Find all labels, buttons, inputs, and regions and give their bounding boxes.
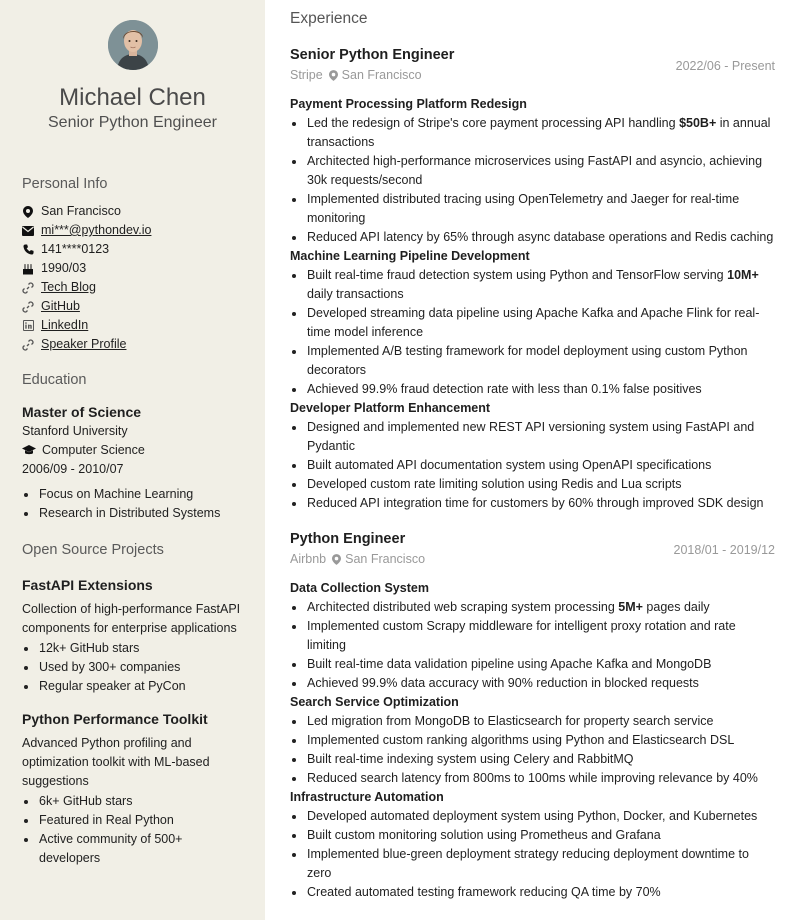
achievement-bullet: Created automated testing framework reducing QA time by 70% <box>290 883 775 902</box>
project-bullet: Active community of 500+ developers <box>22 830 243 868</box>
job-meta-row <box>290 58 775 85</box>
location-pin-icon <box>329 69 339 81</box>
job-company: Airbnb <box>290 552 327 566</box>
job-project-bullets <box>290 418 775 513</box>
speaker-profile-link[interactable]: Speaker Profile <box>41 337 127 351</box>
info-tech-blog <box>22 278 243 297</box>
linkedin-link[interactable]: LinkedIn <box>41 318 89 332</box>
job-dates: 2022/06 - Present <box>675 58 775 73</box>
graduation-cap-icon <box>22 445 36 457</box>
education-major: Computer Science <box>42 443 145 457</box>
job-meta <box>290 65 422 85</box>
job-project-bullets <box>290 598 775 693</box>
open-source-project-title: Python Performance Toolkit <box>22 711 208 727</box>
info-birthday-text: 1990/03 <box>41 261 87 275</box>
job-title: Senior Python Engineer <box>290 47 455 63</box>
profile-title: Senior Python Engineer <box>48 114 217 131</box>
job-project-title: Data Collection System <box>290 581 429 595</box>
education-dates: 2006/09 - 2010/07 <box>22 462 124 476</box>
achievement-bullet: Reduced search latency from 800ms to 100ms while improving relevance by 40% <box>290 769 775 788</box>
personal-info-list <box>22 202 243 354</box>
job-title: Python Engineer <box>290 531 406 547</box>
project-bullet: 6k+ GitHub stars <box>22 792 243 811</box>
open-source-project-bullets <box>22 639 243 696</box>
location-pin-icon <box>22 206 34 218</box>
birthday-cake-icon <box>22 263 34 275</box>
project-bullet: Used by 300+ companies <box>22 658 243 677</box>
achievement-bullet: Reduced API latency by 65% through async database operations and Redis caching <box>290 228 775 247</box>
project-bullet: Regular speaker at PyCon <box>22 677 243 696</box>
achievement-bullet: Built real-time fraud detection system using Python and TensorFlow serving 10M+ daily transactions <box>290 266 775 304</box>
achievement-bullet: Achieved 99.9% fraud detection rate with less than 0.1% false positives <box>290 380 775 399</box>
project-bullet: 12k+ GitHub stars <box>22 639 243 658</box>
phone-icon <box>22 244 34 256</box>
info-birthday <box>22 259 243 278</box>
achievement-bullet: Led migration from MongoDB to Elasticsearch for property search service <box>290 712 775 731</box>
achievement-bullet: Designed and implemented new REST API versioning system using FastAPI and Pydantic <box>290 418 775 456</box>
main-content <box>265 0 800 920</box>
info-location <box>22 202 243 221</box>
job-project-title: Infrastructure Automation <box>290 790 444 804</box>
achievement-bullet: Built automated API documentation system using OpenAPI specifications <box>290 456 775 475</box>
info-github <box>22 297 243 316</box>
info-speaker-profile <box>22 335 243 354</box>
sidebar <box>0 0 265 920</box>
avatar-portrait-icon <box>108 20 158 70</box>
personal-info-heading: Personal Info <box>22 176 108 192</box>
job-project-bullets <box>290 807 775 902</box>
job-meta <box>290 549 425 569</box>
info-phone-text: 141****0123 <box>41 242 110 256</box>
education-highlight: Focus on Machine Learning <box>22 485 243 504</box>
achievement-bullet: Achieved 99.9% data accuracy with 90% reduction in blocked requests <box>290 674 775 693</box>
achievement-bullet: Built real-time data validation pipeline using Apache Kafka and MongoDB <box>290 655 775 674</box>
info-linkedin <box>22 316 243 335</box>
education-degree: Master of Science <box>22 404 142 420</box>
achievement-bullet: Built real-time indexing system using Celery and RabbitMQ <box>290 750 775 769</box>
job-project-title: Developer Platform Enhancement <box>290 401 491 415</box>
open-source-heading: Open Source Projects <box>22 542 164 558</box>
email-icon <box>22 225 34 237</box>
tech-blog-link[interactable]: Tech Blog <box>41 280 96 294</box>
job-project-title: Payment Processing Platform Redesign <box>290 97 527 111</box>
achievement-bullet: Reduced API integration time for customers by 60% through improved SDK design <box>290 494 775 513</box>
info-phone <box>22 240 243 259</box>
github-link[interactable]: GitHub <box>41 299 80 313</box>
avatar <box>108 20 158 70</box>
achievement-bullet: Implemented blue-green deployment strategy reducing deployment downtime to zero <box>290 845 775 883</box>
email-link[interactable]: mi***@pythondev.io <box>41 223 152 237</box>
achievement-bullet: Architected high-performance microservices using FastAPI and asyncio, achieving 30k requests/second <box>290 152 775 190</box>
location-pin-icon <box>332 553 342 565</box>
open-source-project-title: FastAPI Extensions <box>22 577 153 593</box>
achievement-bullet: Implemented A/B testing framework for model deployment using custom Python decorators <box>290 342 775 380</box>
job-entry <box>290 45 775 513</box>
achievement-bullet: Built custom monitoring solution using Prometheus and Grafana <box>290 826 775 845</box>
achievement-bullet: Developed automated deployment system using Python, Docker, and Kubernetes <box>290 807 775 826</box>
job-company: Stripe <box>290 68 323 82</box>
job-location: San Francisco <box>341 68 422 82</box>
experience-heading: Experience <box>290 10 368 27</box>
link-icon <box>22 339 34 351</box>
job-meta-row <box>290 542 775 569</box>
achievement-bullet: Implemented custom Scrapy middleware for intelligent proxy rotation and rate limiting <box>290 617 775 655</box>
achievement-bullet: Architected distributed web scraping system processing 5M+ pages daily <box>290 598 775 617</box>
education-major-row <box>22 441 243 460</box>
education-school: Stanford University <box>22 424 128 438</box>
job-location: San Francisco <box>345 552 426 566</box>
job-project-bullets <box>290 114 775 247</box>
open-source-project-description: Advanced Python profiling and optimization toolkit with ML-based suggestions <box>22 736 210 788</box>
achievement-bullet: Developed custom rate limiting solution using Redis and Lua scripts <box>290 475 775 494</box>
job-project-title: Machine Learning Pipeline Development <box>290 249 530 263</box>
linkedin-icon <box>22 320 34 332</box>
profile-name: Michael Chen <box>59 84 206 111</box>
education-highlight: Research in Distributed Systems <box>22 504 243 523</box>
job-project-bullets <box>290 712 775 788</box>
achievement-bullet: Implemented custom ranking algorithms using Python and Elasticsearch DSL <box>290 731 775 750</box>
achievement-bullet: Led the redesign of Stripe's core payment processing API handling $50B+ in annual transactions <box>290 114 775 152</box>
job-project-title: Search Service Optimization <box>290 695 459 709</box>
open-source-project-bullets <box>22 792 243 868</box>
info-location-text: San Francisco <box>41 204 121 218</box>
project-bullet: Featured in Real Python <box>22 811 243 830</box>
education-heading: Education <box>22 372 87 388</box>
job-entry <box>290 529 775 902</box>
open-source-project-description: Collection of high-performance FastAPI components for enterprise applications <box>22 602 241 635</box>
info-email <box>22 221 243 240</box>
job-dates: 2018/01 - 2019/12 <box>673 542 775 557</box>
achievement-bullet: Developed streaming data pipeline using Apache Kafka and Apache Flink for real-time model inference <box>290 304 775 342</box>
github-icon <box>22 301 34 313</box>
job-project-bullets <box>290 266 775 399</box>
education-highlights <box>22 485 243 523</box>
achievement-bullet: Implemented distributed tracing using OpenTelemetry and Jaeger for real-time monitoring <box>290 190 775 228</box>
link-icon <box>22 282 34 294</box>
